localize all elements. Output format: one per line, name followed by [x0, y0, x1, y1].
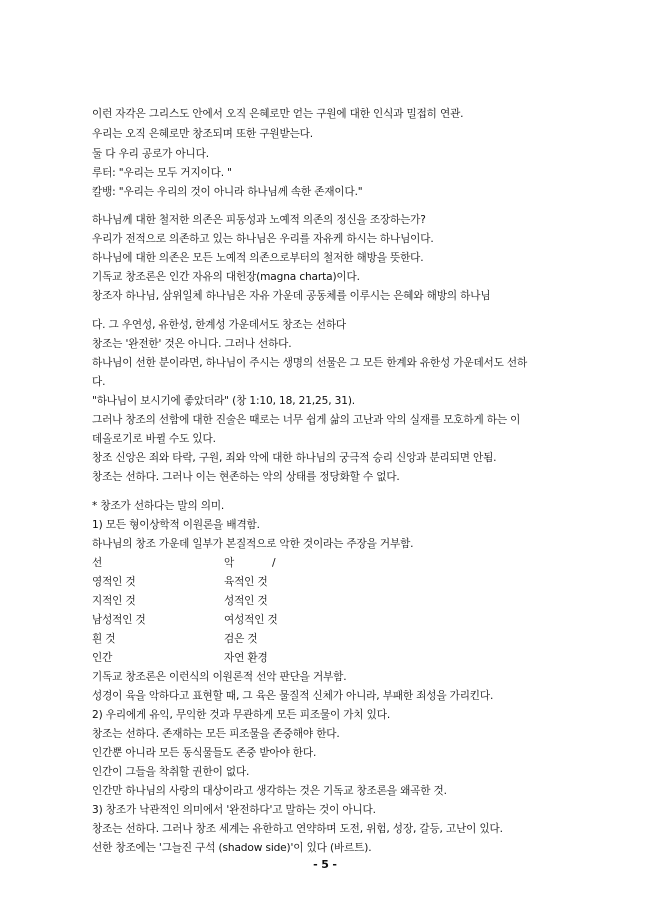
text-line: 이런 자각은 그리스도 안에서 오직 은혜로만 얻는 구원에 대한 인식과 밀접히 연관.: [92, 108, 464, 120]
pair-left: 영적인 것: [92, 576, 136, 588]
page-number: - 5 -: [313, 858, 337, 871]
text-line: 3) 창조가 낙관적인 의미에서 '완전하다'고 말하는 것이 아니다.: [92, 804, 376, 816]
pair-row: [92, 575, 572, 589]
section-heading: * 창조가 선하다는 말의 의미.: [92, 500, 225, 512]
pair-left: 인간: [92, 652, 113, 664]
text-line: 다. 그 우연성, 유한성, 한계성 가운데서도 창조는 선하다: [92, 319, 347, 331]
text-line: 기독교 창조론은 이런식의 이원론적 선악 판단을 거부함.: [92, 671, 347, 683]
pair-row: [92, 632, 572, 646]
text-line: 그러나 창조의 선함에 대한 진술은 때로는 너무 쉽게 삶의 고난과 악의 실재를 모호하게 하는 이: [92, 414, 521, 426]
text-line: 성경이 육을 악하다고 표현할 때, 그 육은 물질적 신체가 아니라, 부패한 죄성을 가리킨다.: [92, 690, 494, 702]
text-line: 하나님께 대한 철저한 의존은 피동성과 노예적 의존의 정신을 조장하는가?: [92, 214, 426, 226]
pair-right: 악: [224, 557, 235, 569]
text-line: 인간만 하나님의 사랑의 대상이라고 생각하는 것은 기독교 창조론을 왜곡한 것.: [92, 785, 447, 797]
text-line: 인간이 그들을 착취할 권한이 없다.: [92, 766, 250, 778]
text-line: 창조는 선하다. 존재하는 모든 피조물을 존중해야 한다.: [92, 728, 340, 740]
text-line: 다.: [92, 376, 106, 388]
text-line: 창조자 하나님, 삼위일체 하나님은 자유 가운데 공동체를 이루시는 은혜와 해방의 하나님: [92, 290, 491, 302]
text-line: 기독교 창조론은 인간 자유의 대헌장(magna charta)이다.: [92, 271, 360, 283]
text-line: 1) 모든 형이상학적 이원론을 배격함.: [92, 519, 260, 531]
text-line: 창조는 '완전한' 것은 아니다. 그러나 선하다.: [92, 338, 292, 350]
pair-row: [92, 556, 572, 570]
pair-left: 남성적인 것: [92, 614, 146, 626]
pair-row: [92, 613, 572, 627]
pair-row: [92, 594, 572, 608]
pair-right: 성적인 것: [224, 595, 268, 607]
pair-right: 검은 것: [224, 633, 258, 645]
pair-row: [92, 651, 572, 665]
pair-right: 육적인 것: [224, 576, 268, 588]
text-line: 우리는 오직 은혜로만 창조되며 또한 구원받는다.: [92, 128, 313, 140]
pair-right: 여성적인 것: [224, 614, 278, 626]
pair-slash: /: [272, 557, 276, 569]
text-line: 창조 신앙은 죄와 타락, 구원, 죄와 악에 대한 하나님의 궁극적 승리 신앙과 분리되면 안됨.: [92, 452, 497, 464]
text-line: 루터: "우리는 모두 거지이다. ": [92, 167, 232, 179]
text-line: 하나님이 선한 분이라면, 하나님이 주시는 생명의 선물은 그 모든 한계와 유한성 가운데서도 선하: [92, 357, 528, 369]
text-line: 우리가 전적으로 의존하고 있는 하나님은 우리를 자유케 하시는 하나님이다.: [92, 233, 434, 245]
text-line: 창조는 선하다. 그러나 창조 세계는 유한하고 연약하며 도전, 위험, 성장, 갈등, 고난이 있다.: [92, 823, 503, 835]
text-line: 2) 우리에게 유익, 무익한 것과 무관하게 모든 피조물이 가치 있다.: [92, 709, 391, 721]
text-line: "하나님이 보시기에 좋았더라" (창 1:10, 18, 21,25, 31).: [92, 395, 356, 407]
text-line: 인간뿐 아니라 모든 동식물들도 존중 받아야 한다.: [92, 747, 317, 759]
text-line: 하나님의 창조 가운데 일부가 본질적으로 악한 것이라는 주장을 거부함.: [92, 538, 414, 550]
text-line: 하나님에 대한 의존은 모든 노예적 의존으로부터의 철저한 해방을 뜻한다.: [92, 252, 424, 264]
pair-left: 흰 것: [92, 633, 116, 645]
pair-right: 자연 환경: [224, 652, 268, 664]
pair-left: 선: [92, 557, 103, 569]
text-line: 선한 창조에는 '그늘진 구석 (shadow side)'이 있다 (바르트).: [92, 842, 372, 854]
text-line: 둘 다 우리 공로가 아니다.: [92, 148, 209, 160]
text-line: 데올로기로 바뀔 수도 있다.: [92, 433, 216, 445]
pair-left: 지적인 것: [92, 595, 136, 607]
text-line: 칼뱅: "우리는 우리의 것이 아니라 하나님께 속한 존재이다.": [92, 186, 363, 198]
text-line: 창조는 선하다. 그러나 이는 현존하는 악의 상태를 정당화할 수 없다.: [92, 471, 400, 483]
